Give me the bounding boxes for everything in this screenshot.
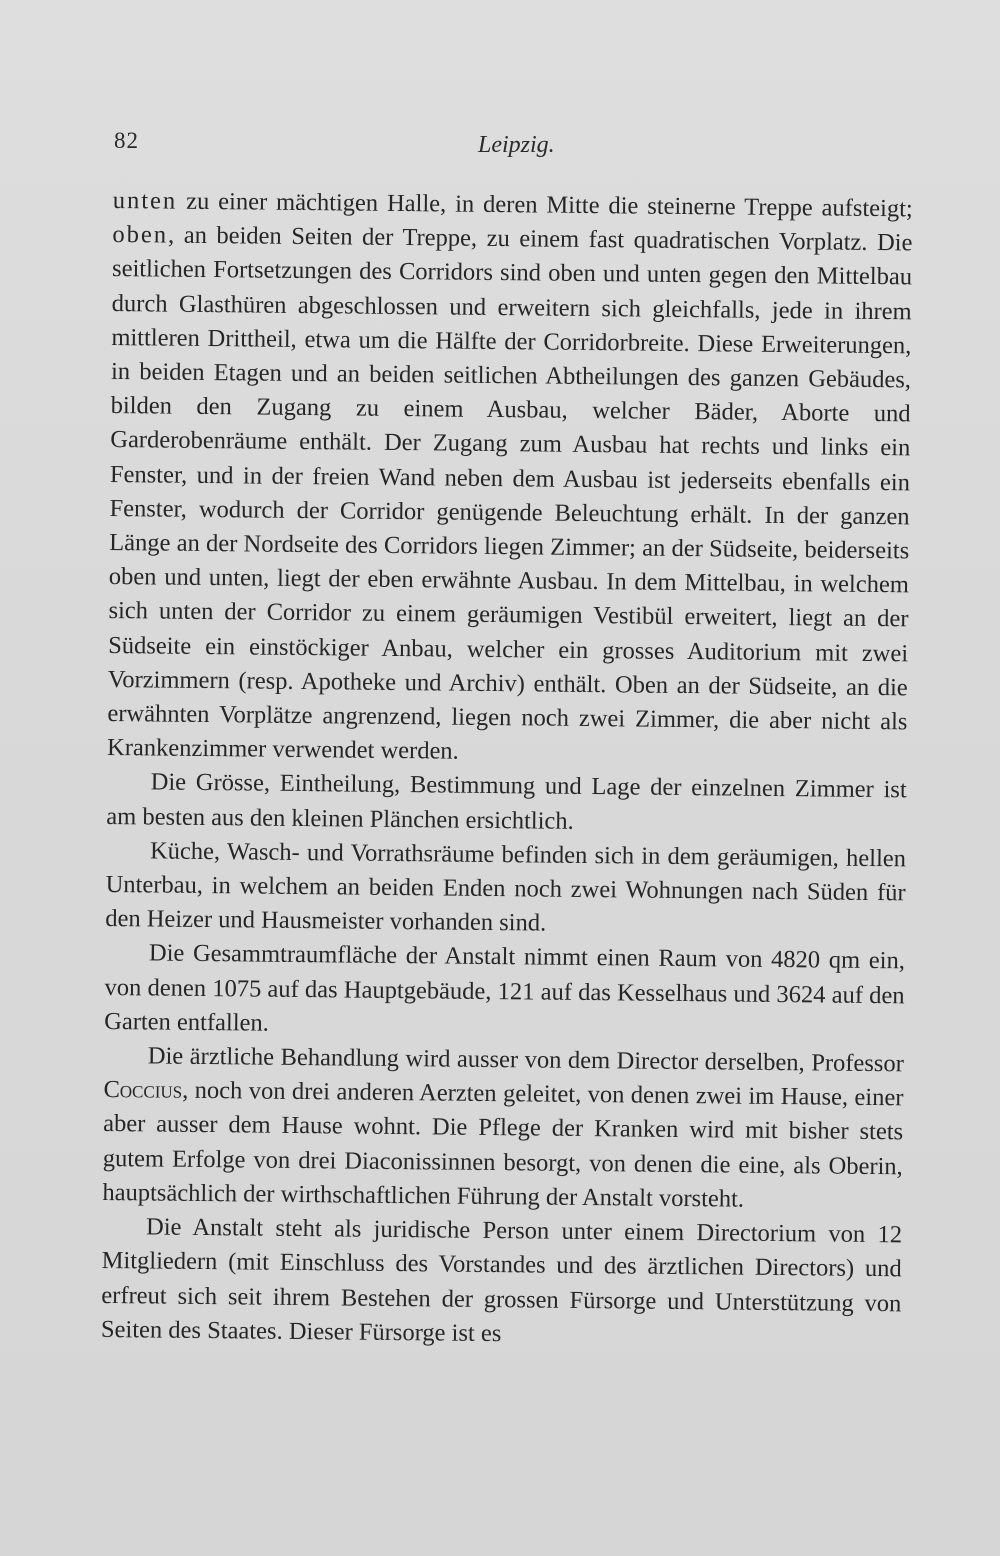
paragraph <box>105 834 906 945</box>
text-segment: oben <box>112 221 169 249</box>
paragraph <box>107 184 913 774</box>
text-segment: zu einer mächtigen Halle, in deren Mitte die steinerne Treppe aufsteigt; <box>177 187 913 223</box>
paragraph <box>101 1210 902 1355</box>
text-segment: , an beiden Seiten der Treppe, zu einem fast quadratischen Vorplatz. Die seitlichen Fortsetzungen des Corridors sind oben und unten gegen den Mittelbau durch Glasthüren abgeschlossen und erweitern sich gleichfalls, jede in ihrem mittleren Drittheil, etwa um die Hälfte der Corridorbreite. Diese Erweiterungen, in beiden Etagen und an beiden seitlichen Abtheilungen des ganzen Gebäudes, bilden den Zugang zu einem Ausbau, welcher Bäder, Aborte und Garderobenräume enthält. Der Zugang zum Ausbau hat rechts und links ein Fenster, und in der freien Wand neben dem Ausbau ist jederseits ebenfalls ein Fenster, wodurch der Corridor genügende Beleuchtung erhält. In der ganzen Länge an der Nordseite des Corridors liegen Zimmer; an der Südseite, beiderseits oben und unten, liegt der eben erwähnte Ausbau. In dem Mittelbau, in welchem sich unten der Corridor zu einem geräumigen Vestibül erweitert, liegt an der Südseite ein einstöckiger Anbau, welcher ein grosses Auditorium mit zwei Vorzimmern (resp. Apotheke und Archiv) enthält. Oben an der Südseite, an die erwähnten Vorplätze angrenzend, liegen noch zwei Zimmer, die aber nicht als Krankenzimmer verwendet werden. <box>106 221 913 765</box>
paragraph <box>106 765 907 842</box>
paragraph <box>102 1039 904 1218</box>
text-segment: Die ärztliche Behandlung wird ausser von dem Director derselben, Professor <box>147 1042 904 1078</box>
text-segment: unten <box>112 186 178 215</box>
text-segment: Die Grösse, Eintheilung, Bestimmung und Lage der einzelnen Zimmer ist am besten aus den kleinen Plänchen ersichtlich. <box>106 768 907 835</box>
text-segment: Küche, Wasch- und Vorrathsräume befinden sich in dem geräumigen, hellen Unterbau, in welchem an beiden Enden noch zwei Wohnungen nach Süden für den Heizer und Hausmeister vorhanden sind. <box>105 837 907 937</box>
body-text <box>101 184 913 1355</box>
paragraph <box>104 936 905 1047</box>
text-segment: Coccius <box>103 1076 183 1105</box>
text-segment: , noch von drei anderen Aerzten geleitet, von denen zwei im Hause, einer aber ausser dem Hause wohnt. Die Pflege der Kranken wird mit bisher stets gutem Erfolge von drei Diaconissinnen besorgt, von denen die eine, als Oberin, hauptsächlich der wirthschaftlichen Führung der Anstalt vorsteht. <box>102 1077 904 1213</box>
text-segment: Die Gesammtraumfläche der Anstalt nimmt einen Raum von 4820 qm ein, von denen 1075 auf das Hauptgebäude, 121 auf das Kesselhaus und 3624 auf den Garten entfallen. <box>104 939 906 1037</box>
running-head: Leipzig. <box>478 132 555 158</box>
page-header <box>110 128 910 164</box>
text-segment: Die Anstalt steht als juridische Person unter einem Directorium von 12 Mitgliedern (mit Einschluss des Vorstandes und des ärztlichen Directors) und erfreut sich seit ihrem Bestehen der grossen Fürsorge und Unterstützung von Seiten des Staates. Dieser Fürsorge ist es <box>100 1213 903 1347</box>
page-number: 82 <box>114 128 139 153</box>
